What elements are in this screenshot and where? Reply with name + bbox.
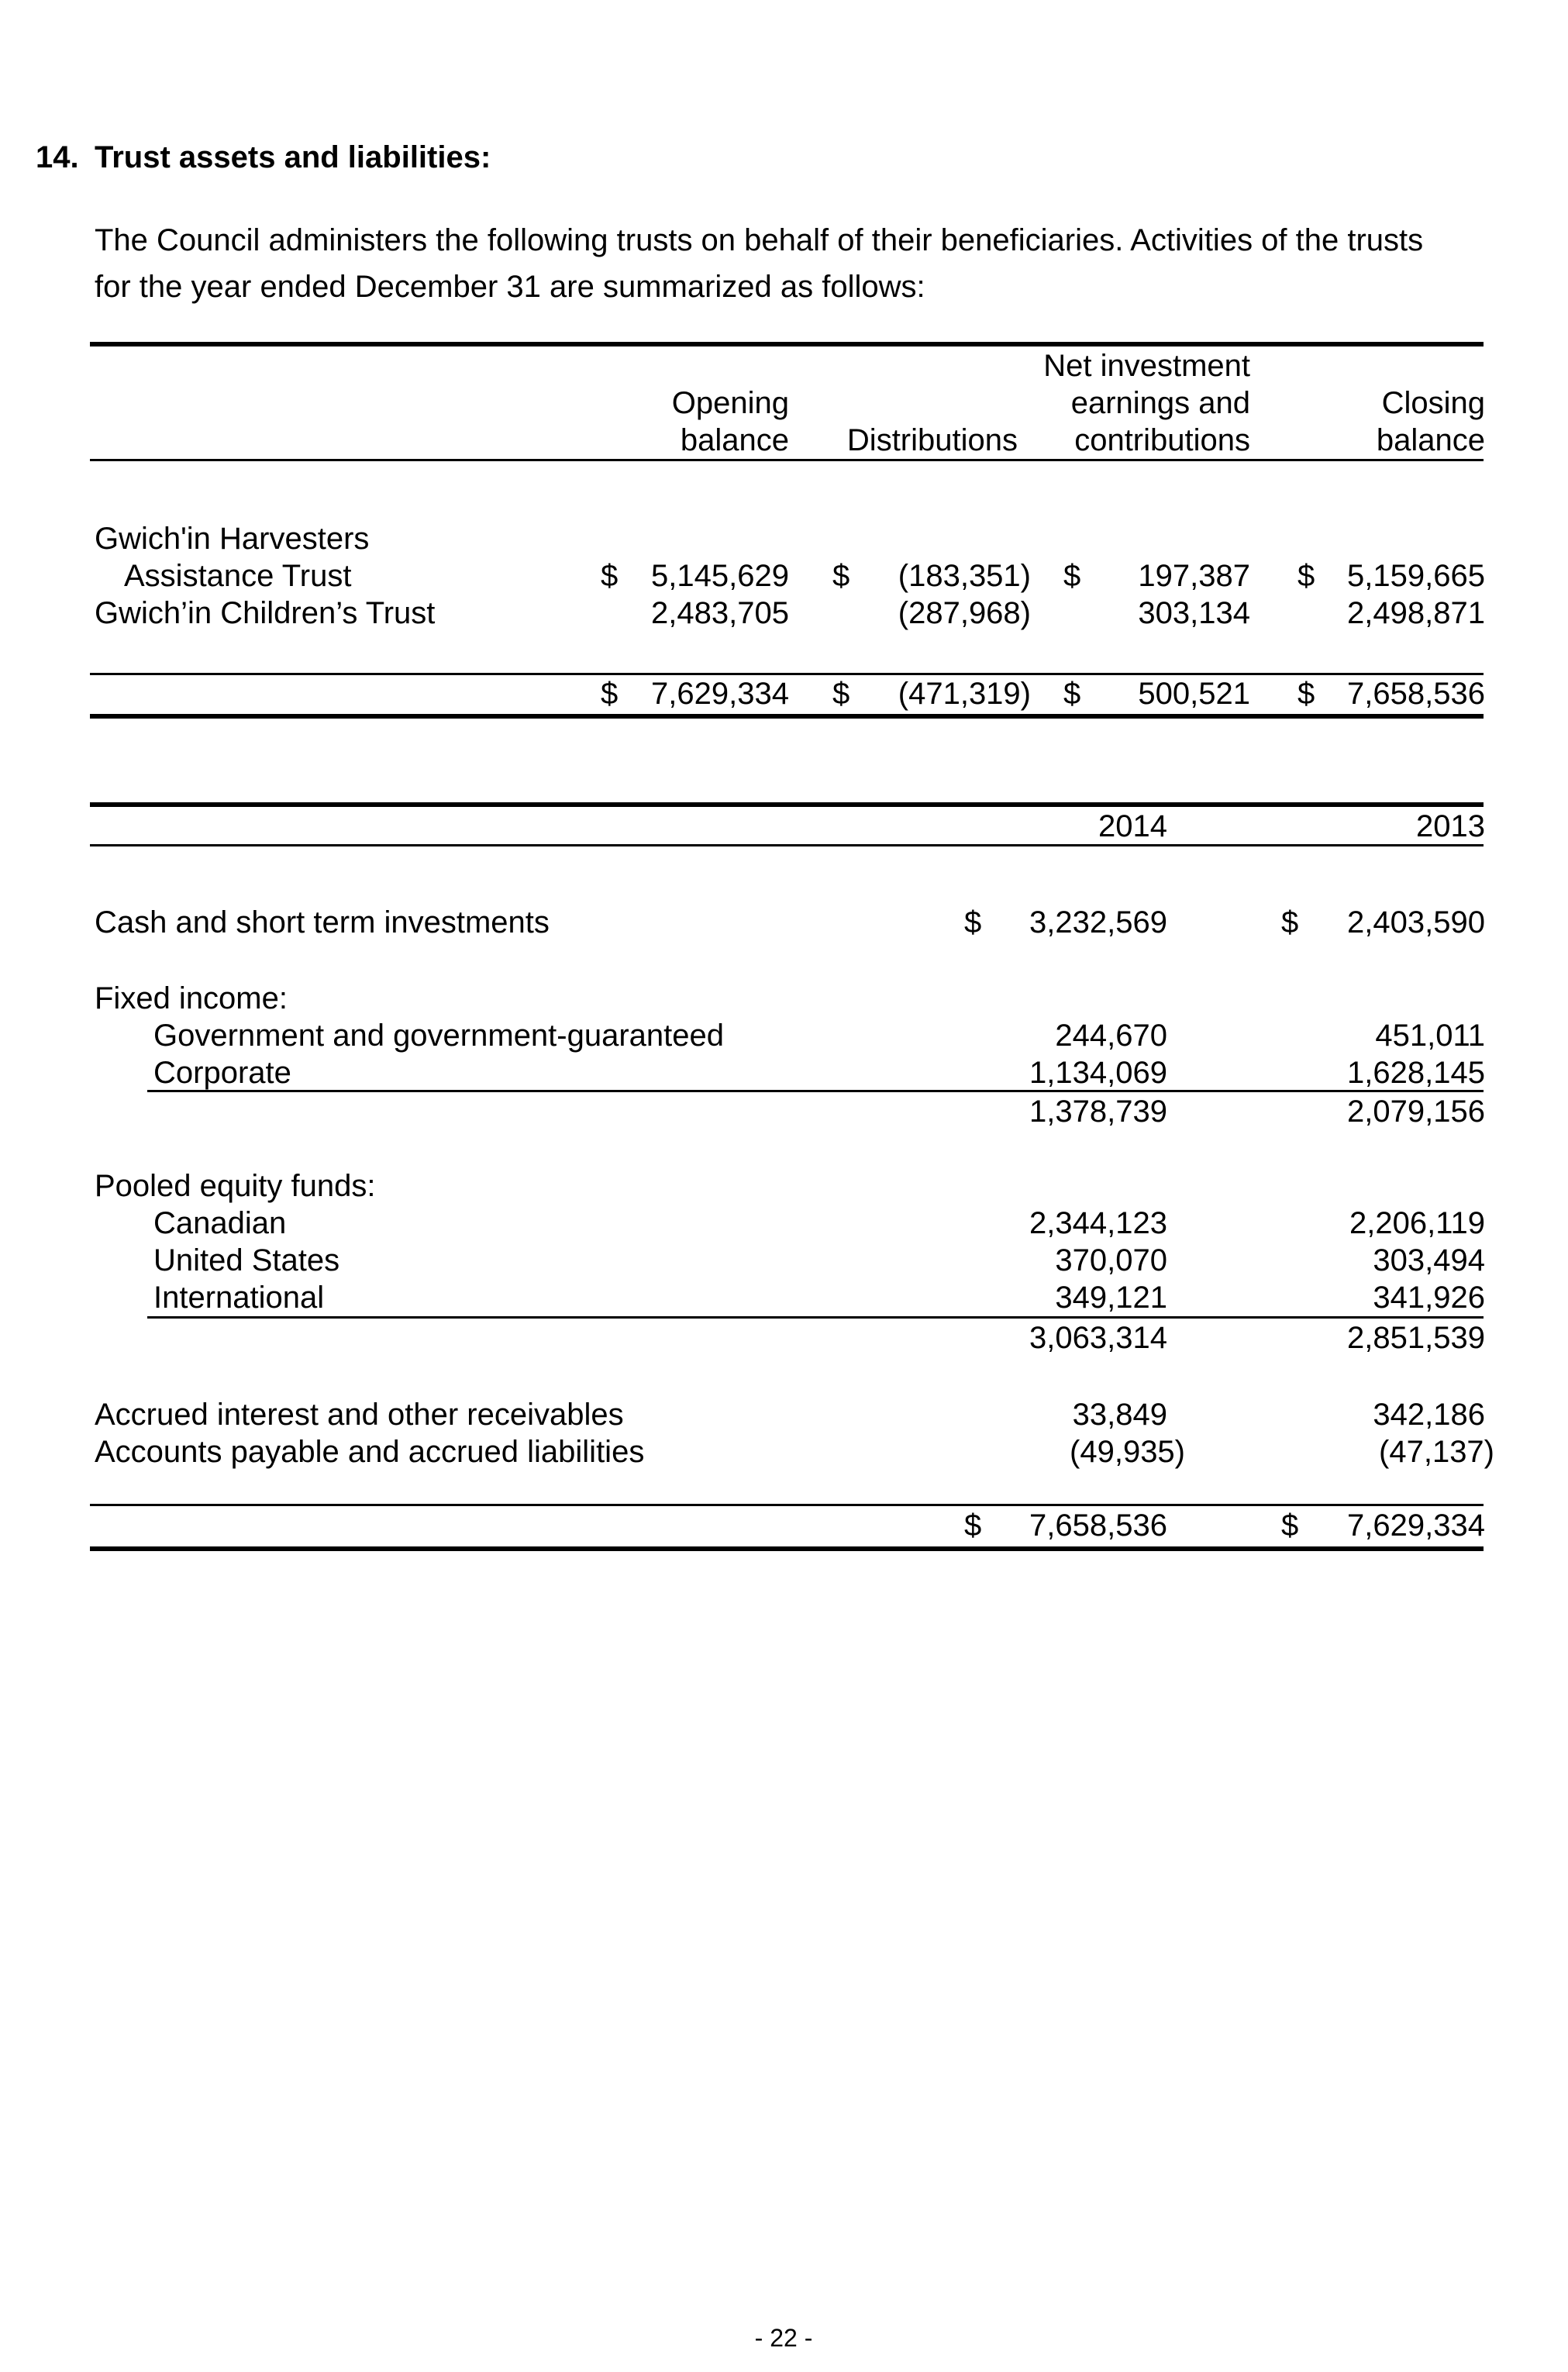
section-title: Trust assets and liabilities:: [95, 140, 491, 174]
currency-symbol: $: [964, 1508, 982, 1543]
year-2013-header: 2013: [1416, 809, 1485, 843]
total-opening: 7,629,334: [651, 677, 789, 711]
row1-net: 197,387: [1138, 559, 1250, 593]
assets-total-top-rule: [90, 1504, 1484, 1506]
payable-2014: (49,935): [1070, 1435, 1185, 1469]
cash-label: Cash and short term investments: [95, 905, 550, 939]
pooled-us-2013: 303,494: [1373, 1243, 1485, 1277]
fixed-income-corp-2014: 1,134,069: [1029, 1056, 1167, 1090]
pooled-intl-2014: 349,121: [1055, 1281, 1167, 1315]
row2-opening: 2,483,705: [651, 596, 789, 630]
row2-distributions: (287,968): [898, 596, 1031, 630]
pooled-us-label: United States: [153, 1243, 340, 1277]
total-net: 500,521: [1138, 677, 1250, 711]
header-closing-2: balance: [1376, 423, 1485, 457]
row2-closing: 2,498,871: [1347, 596, 1485, 630]
header-net-2: earnings and: [1070, 386, 1250, 420]
currency-symbol: $: [1297, 677, 1315, 711]
header-net-3: contributions: [1074, 423, 1250, 457]
pooled-canadian-2014: 2,344,123: [1029, 1206, 1167, 1240]
fixed-income-corp-label: Corporate: [153, 1056, 291, 1090]
header-distributions: Distributions: [846, 423, 1018, 457]
currency-symbol: $: [601, 677, 619, 711]
activity-header-rule: [90, 459, 1484, 461]
currency-symbol: $: [1281, 905, 1299, 939]
assets-total-2014: 7,658,536: [1029, 1508, 1167, 1543]
activity-table-top-rule: [90, 342, 1484, 346]
pooled-subtotal-2013: 2,851,539: [1347, 1321, 1485, 1355]
currency-symbol: $: [1063, 559, 1081, 593]
accrued-label: Accrued interest and other receivables: [95, 1398, 624, 1432]
fixed-income-subtotal-2014: 1,378,739: [1029, 1095, 1167, 1129]
fixed-income-corp-2013: 1,628,145: [1347, 1056, 1485, 1090]
row2-net: 303,134: [1138, 596, 1250, 630]
payable-2013: (47,137): [1379, 1435, 1494, 1469]
pooled-intl-2013: 341,926: [1373, 1281, 1485, 1315]
fixed-income-label: Fixed income:: [95, 981, 288, 1015]
pooled-canadian-2013: 2,206,119: [1349, 1206, 1485, 1240]
cash-2014: 3,232,569: [1029, 905, 1167, 939]
intro-line-2: for the year ended December 31 are summarized as follows:: [95, 270, 925, 304]
accrued-2013: 342,186: [1373, 1398, 1485, 1432]
header-closing-1: Closing: [1381, 386, 1485, 420]
assets-total-bottom-rule: [90, 1546, 1484, 1551]
row1-opening: 5,145,629: [651, 559, 789, 593]
fixed-income-govt-2014: 244,670: [1055, 1019, 1167, 1053]
currency-symbol: $: [1297, 559, 1315, 593]
pooled-us-2014: 370,070: [1055, 1243, 1167, 1277]
currency-symbol: $: [964, 905, 982, 939]
row1-name-line2: Assistance Trust: [124, 559, 352, 593]
row2-name: Gwich’in Children’s Trust: [95, 596, 436, 630]
row1-distributions: (183,351): [898, 559, 1031, 593]
fixed-income-govt-label: Government and government-guaranteed: [153, 1019, 725, 1053]
assets-table-top-rule: [90, 802, 1484, 807]
assets-header-rule: [90, 844, 1484, 846]
header-opening-1: Opening: [671, 386, 789, 420]
total-closing: 7,658,536: [1347, 677, 1485, 711]
header-opening-2: balance: [680, 423, 789, 457]
currency-symbol: $: [832, 559, 850, 593]
row1-name-line1: Gwich'in Harvesters: [95, 522, 370, 556]
pooled-canadian-label: Canadian: [153, 1206, 287, 1240]
section-number: 14.: [36, 140, 79, 174]
total-distributions: (471,319): [898, 677, 1031, 711]
currency-symbol: $: [832, 677, 850, 711]
currency-symbol: $: [601, 559, 619, 593]
fixed-income-subtotal-2013: 2,079,156: [1347, 1095, 1485, 1129]
pooled-intl-label: International: [153, 1281, 325, 1315]
row1-closing: 5,159,665: [1347, 559, 1485, 593]
intro-line-1: The Council administers the following trusts on behalf of their beneficiaries. Activities of the trusts: [95, 223, 1424, 257]
pooled-subtotal-rule: [147, 1316, 1484, 1319]
fixed-income-subtotal-rule: [147, 1090, 1484, 1092]
currency-symbol: $: [1063, 677, 1081, 711]
pooled-label: Pooled equity funds:: [95, 1169, 376, 1203]
activity-total-top-rule: [90, 673, 1484, 675]
cash-2013: 2,403,590: [1347, 905, 1485, 939]
activity-total-bottom-rule: [90, 714, 1484, 719]
assets-total-2013: 7,629,334: [1347, 1508, 1485, 1543]
year-2014-header: 2014: [1098, 809, 1167, 843]
page-number: - 22 -: [754, 2324, 813, 2352]
pooled-subtotal-2014: 3,063,314: [1029, 1321, 1167, 1355]
fixed-income-govt-2013: 451,011: [1375, 1019, 1485, 1053]
currency-symbol: $: [1281, 1508, 1299, 1543]
accrued-2014: 33,849: [1072, 1398, 1167, 1432]
header-net-1: Net investment: [1043, 349, 1250, 383]
payable-label: Accounts payable and accrued liabilities: [95, 1435, 645, 1469]
